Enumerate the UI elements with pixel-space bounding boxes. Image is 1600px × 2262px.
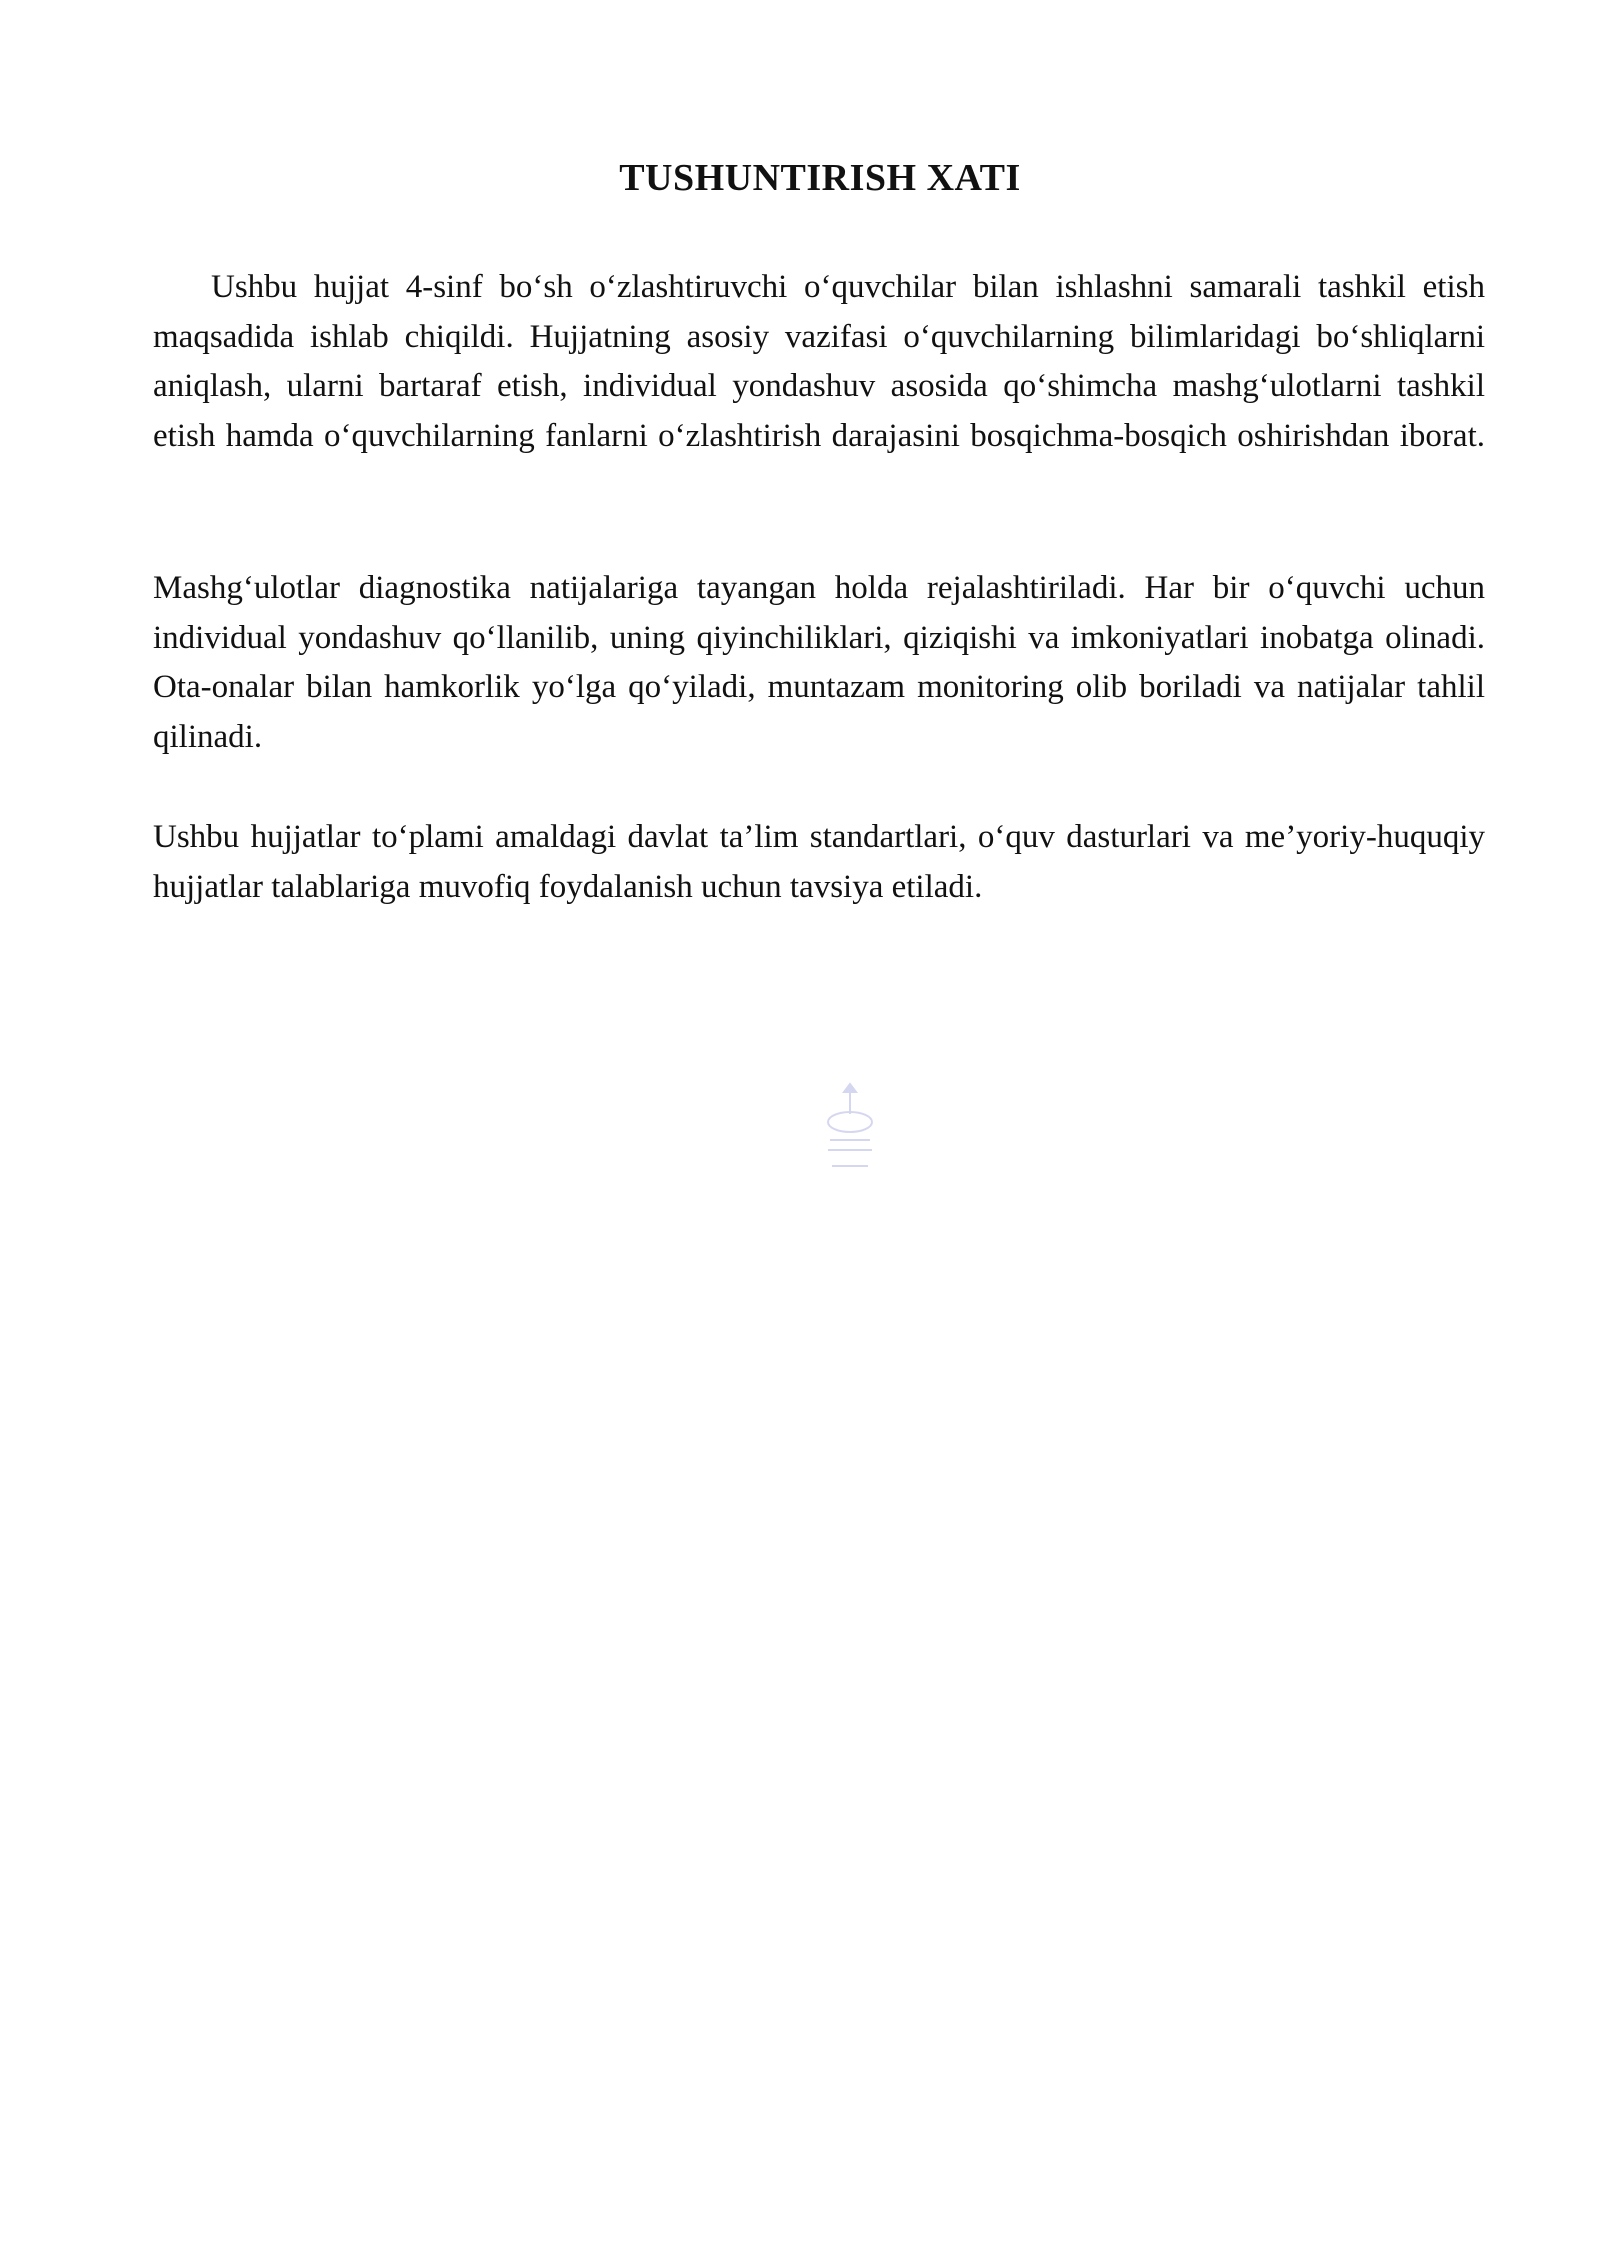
paragraph-methods: Mashg‘ulotlar diagnostika natijalariga tayangan holda rejalashtiriladi. Har bir o‘quvchi uchun individual yondashuv qo‘llanilib, uning qiyinchiliklari, qiziqishi va imkoniyatlari inobatga olinadi. Ota-onalar bilan hamkorlik yo‘lga qo‘yiladi, muntazam monitoring olib boriladi va natijalar tahlil qilinadi. — [153, 570, 1485, 755]
document-title: TUSHUNTIRISH XATI — [619, 157, 1021, 199]
paragraph-recommendation: Ushbu hujjatlar to‘plami amaldagi davlat ta’lim standartlari, o‘quv dasturlari va me’yoriy-huquqiy hujjatlar talablariga muvofiq foydalanish uchun tavsiya etiladi. — [153, 819, 1485, 905]
paragraph-intro: Ushbu hujjat 4-sinf bo‘sh o‘zlashtiruvchi o‘quvchilar bilan ishlashni samarali tashkil etish maqsadida ishlab chiqildi. Hujjatning asosiy vazifasi o‘quvchilarning bilimlaridagi bo‘shliqlarni aniqlash, ularni bartaraf etish, individual yondashuv asosida qo‘shimcha mashg‘ulotlarni tashkil etish hamda o‘quvchilarning fanlarni o‘zlashtirish darajasini bosqichma-bosqich oshirishdan iborat. — [153, 269, 1485, 454]
faint-emblem-icon — [818, 1080, 882, 1180]
